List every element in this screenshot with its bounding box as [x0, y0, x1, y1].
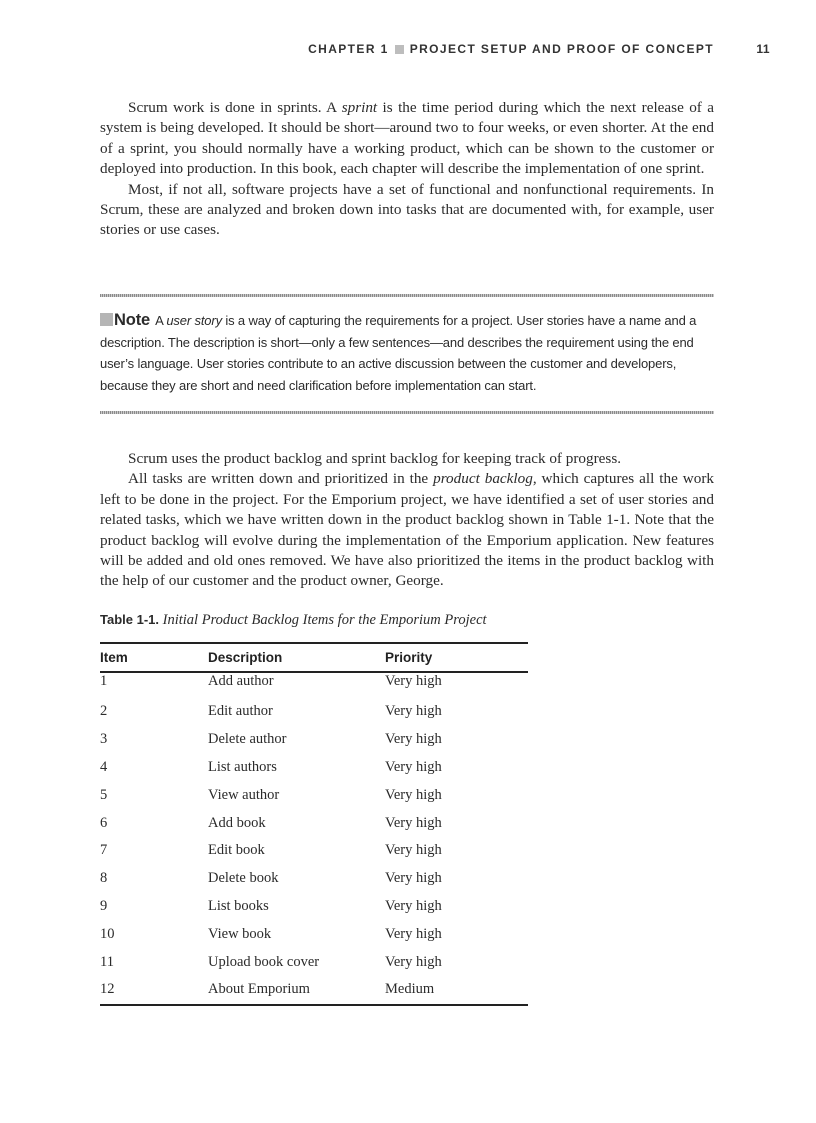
cell-priority: Very high: [385, 953, 442, 970]
page-number: 11: [756, 42, 770, 56]
cell-item: 12: [100, 981, 115, 998]
cell-item: 1: [100, 673, 108, 689]
cell-priority: Very high: [385, 925, 442, 942]
cell-item: 6: [100, 814, 108, 831]
table-row: [100, 893, 528, 921]
table-row: [100, 948, 528, 976]
body-text-bottom: [100, 449, 714, 592]
cell-priority: Very high: [385, 870, 442, 887]
paragraph-requirements: Most, if not all, software projects have a set of functional and nonfunctional requirements. In Scrum, these are analyzed and broken down into tasks that are documented with, for example, user stories or use cases.: [100, 180, 714, 239]
paragraph-text: is the time period during which the next release of a system is being developed. It should be short—around two to four weeks, or even shorter. At the end of a sprint, you should normally have a working product, which can be shown to the customer or deployed into production. In this book, each chapter will describe the implementation of one sprint.: [100, 99, 714, 178]
cell-description: List books: [208, 897, 269, 914]
note-rule-top: [100, 294, 714, 297]
running-head-title: [308, 42, 714, 56]
cell-item: 8: [100, 870, 108, 887]
note-box: [100, 294, 714, 414]
cell-description: List authors: [208, 758, 277, 775]
paragraph-product-backlog: [100, 469, 714, 591]
note-text: [100, 310, 714, 396]
cell-item: 7: [100, 842, 108, 859]
cell-item: 4: [100, 758, 108, 775]
paragraph-text: All tasks are written down and prioritized in the: [128, 470, 434, 488]
cell-description: Edit book: [208, 842, 265, 859]
note-rule-bottom: [100, 411, 714, 414]
table-caption-label: Table 1-1.: [100, 612, 160, 627]
chapter-label: CHAPTER 1: [308, 42, 389, 56]
product-backlog-table: [100, 642, 528, 1006]
chapter-title: PROJECT SETUP AND PROOF OF CONCEPT: [409, 42, 714, 56]
column-header-description: Description: [208, 650, 283, 665]
cell-priority: Very high: [385, 758, 442, 775]
cell-priority: Very high: [385, 731, 442, 748]
term-sprint: sprint: [341, 99, 378, 116]
cell-description: About Emporium: [208, 981, 310, 998]
cell-item: 10: [100, 925, 115, 942]
cell-priority: Very high: [385, 673, 442, 689]
cell-description: Delete book: [208, 870, 279, 887]
table-row: [100, 809, 528, 837]
cell-priority: Very high: [385, 897, 442, 914]
table-row: [100, 837, 528, 865]
column-header-priority: Priority: [385, 650, 433, 665]
term-user-story: user story: [166, 313, 222, 328]
cell-priority: Medium: [385, 981, 435, 998]
cell-item: 11: [100, 953, 114, 970]
column-header-item: Item: [100, 650, 128, 665]
table-row: [100, 672, 528, 698]
table-caption: [100, 612, 487, 629]
cell-item: 9: [100, 897, 108, 914]
paragraph-text: Scrum work is done in sprints. A: [128, 99, 342, 116]
table-row: [100, 754, 528, 782]
note-label: Note: [114, 311, 151, 329]
note-text-part: A: [155, 313, 167, 328]
table-row: [100, 920, 528, 948]
separator-square-icon: [395, 45, 404, 54]
cell-description: Add book: [208, 814, 266, 831]
cell-item: 2: [100, 703, 108, 720]
note-square-icon: [100, 313, 113, 326]
table-row: [100, 698, 528, 726]
cell-description: View author: [208, 786, 280, 803]
cell-item: 5: [100, 786, 108, 803]
term-product-backlog: product backlog: [433, 470, 533, 488]
note-text-part: is a way of capturing the requirements for a project. User stories have a name and a description. The description is short—only a few sentences—and describes the requirement using the end user’s language. User stories contribute to an active discussion between the customer and developers, because they are short and need clarification before implementation can start.: [100, 313, 697, 393]
cell-priority: Very high: [385, 814, 442, 831]
body-text-top: [100, 98, 714, 241]
table-row: [100, 976, 528, 1005]
table-header-row: [100, 643, 528, 672]
cell-description: View book: [208, 925, 272, 942]
cell-priority: Very high: [385, 842, 442, 859]
cell-priority: Very high: [385, 703, 442, 720]
cell-priority: Very high: [385, 786, 442, 803]
cell-item: 3: [100, 731, 108, 748]
table-row: [100, 865, 528, 893]
paragraph-text: , which captures all the work left to be done in the project. For the Emporium project, we have identified a set of user stories and related tasks, which we have written down in the product backlog shown in Table 1-1. Note that the product backlog will evolve during the implementation of the Emporium application. New features will be added and old ones removed. We have also prioritized the items in the product backlog with the help of our customer and the product owner, George.: [100, 470, 714, 590]
paragraph-backlogs: Scrum uses the product backlog and sprint backlog for keeping track of progress.: [128, 450, 622, 467]
table-row: [100, 726, 528, 754]
paragraph-sprint: [100, 98, 714, 180]
table-caption-title: Initial Product Backlog Items for the Emporium Project: [162, 612, 487, 628]
cell-description: Upload book cover: [208, 953, 320, 970]
table-row: [100, 781, 528, 809]
cell-description: Delete author: [208, 731, 287, 748]
cell-description: Add author: [208, 673, 274, 689]
cell-description: Edit author: [208, 703, 273, 720]
